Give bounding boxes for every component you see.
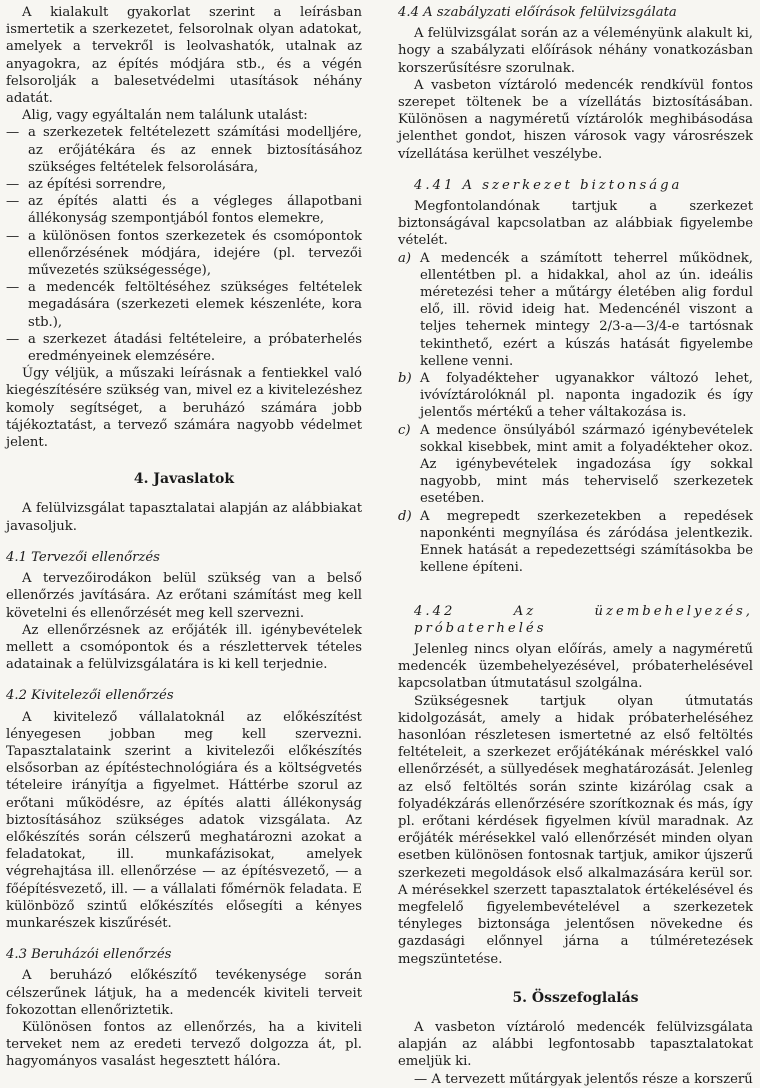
list-item: — a szerkezet átadási feltételeire, a próbaterhelés eredményeinek elemzésére. bbox=[6, 331, 362, 365]
paragraph: A kialakult gyakorlat szerint a leírásban ismertetik a szerkezetet, felsorolnak olyan adatokat, amelyek a tervekről is leolvashatók, utalnak az anyagokra, az építés módjára stb., és a végén felsorolják a balesetvédelmi utasítások néhány adatát. bbox=[6, 5, 362, 107]
paragraph: A vasbeton víztároló medencék felülvizsgálata alapján az alábbi legfontosabb tapasztalatokat emeljük ki. bbox=[398, 1019, 753, 1070]
paragraph: A vasbeton víztároló medencék rendkívül fontos szerepet töltenek be a vízellátás biztosításában. Különösen a nagyméretű víztárolók meghibásodása jelenthet gondot, hiszen városok vagy városrészek vízellátása kerülhet veszélybe. bbox=[398, 77, 753, 162]
list-item: — a különösen fontos szerkezetek és csomópontok ellenőrzésének módjára, idejére (pl. tervezői művezetés szükségessége), bbox=[6, 228, 362, 279]
subsection-heading: 4.42 Az üzembehelyezés, próbaterhelés bbox=[414, 603, 753, 636]
paragraph: Úgy véljük, a műszaki leírásnak a fentiekkel való kiegészítésére szükség van, mivel ez a kivitelezéshez komoly segítséget, a beruházó számára jobb tájékoztatást, a tervező számára nagyobb védelmet jelent. bbox=[6, 366, 362, 451]
section-heading: 5. Összefoglalás bbox=[512, 989, 639, 1006]
subsection-heading: 4.1 Tervezői ellenőrzés bbox=[6, 549, 160, 565]
subsection-heading: 4.4 A szabályzati előírások felülvizsgálata bbox=[398, 5, 677, 20]
right-column bbox=[398, 4, 753, 1088]
list-item: — a szerkezetek feltételezett számítási modelljére, az erőjátékára és az ennek biztosításához szükséges feltételek felsorolására, bbox=[6, 125, 362, 175]
lettered-list bbox=[398, 250, 753, 577]
paragraph: Jelenleg nincs olyan előírás, amely a nagyméretű medencék üzembehelyezésével, próbaterhelésével kapcsolatban útmutatásul szolgálna. bbox=[398, 641, 753, 692]
paragraph: — A tervezett műtárgyak jelentős része a korszerű bbox=[414, 1071, 753, 1087]
list-item: a) A medencék a számított teherrel működnek, ellentétben pl. a hidakkal, ahol az ún. ideális méretezési teher a műtárgy életében alig fordul elő, ill. rövid ideig hat. Medencénél viszont a teljes tehernek mintegy 2/3-a—3/4-e tartósnak tekinthető, ezért a kúszás hatását figyelembe kellene venni. bbox=[398, 250, 753, 369]
paragraph: A tervezőirodákon belül szükség van a belső ellenőrzés javítására. Az erőtani számítást meg kell követelni és ellenőrzését meg kell szervezni. bbox=[6, 571, 362, 621]
paragraph: Szükségesnek tartjuk olyan útmutatás kidolgozását, amely a hidak próbaterheléséhez hasonlóan részletesen ismertetné az első feltöltés feltételeit, a szerkezet erőjátékának méréskkel való ellenőrzését, a süllyedések meghatározását. Jelenleg az első feltöltés során szinte kizárólag csak a folyadékzárás ellenőrzésére szorítkoznak és más, így pl. erőtani kérdések figyelmen kívül maradnak. Az erőjáték mérésekkel való ellenőrzését minden olyan esetben különösen fontosnak tartjuk, amikor újszerű szerkezeti megoldások első alkalmazására kerül sor. A mérésekkel szerzett tapasztalatok értékelésével és megfelelő figyelembevételével a szerkezetek tényleges biztonsága jelentősen növekedne és gazdasági előnnyel járna a túlméretezések megszüntetése. bbox=[398, 693, 753, 967]
subsection-heading: 4.3 Beruházói ellenőrzés bbox=[6, 947, 172, 963]
paragraph: A felülvizsgálat tapasztalatai alapján az alábbiakat javasoljuk. bbox=[6, 501, 362, 534]
paragraph: A kivitelező vállalatoknál az előkészítést lényegesen jobban meg kell szervezni. Tapasztalataink szerint a kivitelezői előkészítés elsősorban az építéstechnológiára és a költségvetés tételeire irányítja a figyelmet. Háttérbe szorul az erőtani működésre, az építés alatti állékonyság biztosításához szükséges adatok vizsgálata. Az előkészítés során célszerű meghatározni azokat a feladatokat, ill. munkafázisokat, amelyek végrehajtása ill. ellenőrzése — az építésvezető, — a főépítésvezető, ill. — a vállalati főmérnök feladata. E különböző szintű előkészítés elősegíti a kényes munkarészek kiszűrését. bbox=[6, 709, 362, 931]
subsection-heading: 4.2 Kivitelezői ellenőrzés bbox=[6, 688, 174, 704]
paragraph: Az ellenőrzésnek az erőjáték ill. igénybevételek mellett a csomópontok és a részlettervek tételes adatainak a felülvizsgálatára is ki kell terjednie. bbox=[6, 622, 362, 673]
subsection-heading: 4.41 A szerkezet biztonsága bbox=[414, 177, 683, 193]
paragraph: Különösen fontos az ellenőrzés, ha a kiviteli terveket nem az eredeti tervező dolgozza át, pl. hagyományos vasalást hegesztett hálóra. bbox=[6, 1019, 362, 1070]
list-item: d) A megrepedt szerkezetekben a repedések naponkénti megnyílása és záródása jelentkezik. Ennek hatását a repedezettségi számításokba be kellene építeni. bbox=[398, 508, 753, 576]
list-item: — az építési sorrendre, bbox=[6, 177, 167, 193]
paragraph: A felülvizsgálat során az a véleményünk alakult ki, hogy a szabályzati előírások néhány vonatkozásban korszerűsítésre szorulnak. bbox=[398, 26, 753, 76]
dash-list bbox=[6, 124, 362, 365]
left-column bbox=[6, 4, 362, 1071]
paragraph: Megfontolandónak tartjuk a szerkezet biztonságával kapcsolatban az alábbiak figyelembe vételét. bbox=[398, 199, 753, 249]
list-item: — az építés alatti és a végleges állapotbani állékonyság szempontjából fontos elemekre, bbox=[6, 194, 362, 227]
paragraph: Alig, vagy egyáltalán nem találunk utalást: bbox=[22, 108, 308, 124]
paragraph: A beruházó előkészítő tevékenysége során célszerűnek látjuk, ha a medencék kiviteli terveit fokozottan ellenőriztetik. bbox=[6, 968, 362, 1018]
list-item: c) A medence önsúlyából származó igénybevételek sokkal kisebbek, mint amit a folyadékteher okoz. Az igénybevételek ingadozása így sokkal nagyobb, mint más teherviselő szerkezetek esetében. bbox=[398, 422, 753, 507]
list-item: b) A folyadékteher ugyanakkor változó lehet, ivóvíztárolóknál pl. naponta ingadozik és így jelentős mértékű a teher váltakozása is. bbox=[398, 371, 753, 421]
section-heading: 4. Javaslatok bbox=[133, 471, 235, 488]
list-item: — a medencék feltöltéséhez szükséges feltételek megadására (szerkezeti elemek készenléte, kora stb.), bbox=[6, 280, 362, 330]
